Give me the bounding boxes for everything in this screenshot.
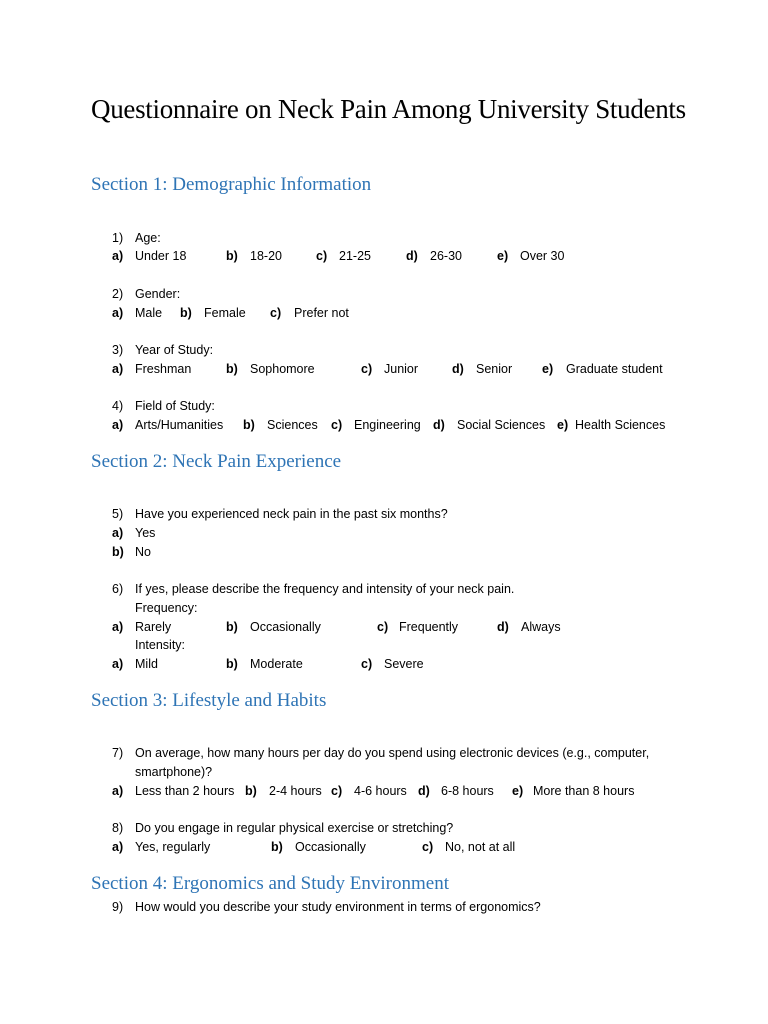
section-heading: Section 2: Neck Pain Experience bbox=[91, 451, 342, 472]
options-row bbox=[0, 416, 768, 434]
option-text: Frequently bbox=[399, 620, 459, 634]
option-letter: a) bbox=[112, 362, 124, 376]
option-letter: d) bbox=[406, 249, 418, 263]
option-letter: a) bbox=[112, 840, 124, 854]
option-text: Senior bbox=[476, 362, 513, 376]
option-letter: c) bbox=[270, 306, 282, 320]
option-text: Social Sciences bbox=[457, 418, 546, 432]
question-text: Have you experienced neck pain in the past six months? bbox=[135, 507, 448, 521]
option-text: 21-25 bbox=[339, 249, 371, 263]
section-heading: Section 1: Demographic Information bbox=[91, 174, 372, 195]
option-letter: d) bbox=[452, 362, 464, 376]
options-row bbox=[0, 304, 768, 322]
question-text: Year of Study: bbox=[135, 343, 214, 357]
question-number: 8) bbox=[112, 821, 124, 835]
frequency-label: Frequency: bbox=[135, 601, 198, 615]
sub-label-row bbox=[0, 636, 768, 654]
options-row bbox=[0, 782, 768, 800]
option-letter: c) bbox=[331, 784, 343, 798]
intensity-label: Intensity: bbox=[135, 638, 186, 652]
question-number: 3) bbox=[112, 343, 124, 357]
option-text: Less than 2 hours bbox=[135, 784, 235, 798]
question-continuation bbox=[0, 763, 768, 781]
question-text: Do you engage in regular physical exercise or stretching? bbox=[135, 821, 454, 835]
option-text: Freshman bbox=[135, 362, 192, 376]
question-number: 6) bbox=[112, 582, 124, 596]
option-letter: b) bbox=[180, 306, 192, 320]
question-text: How would you describe your study environment in terms of ergonomics? bbox=[135, 900, 541, 914]
option-text: Occasionally bbox=[295, 840, 366, 854]
option-text: Engineering bbox=[354, 418, 421, 432]
options-row bbox=[0, 618, 768, 636]
question-text: Gender: bbox=[135, 287, 181, 301]
document-title: Questionnaire on Neck Pain Among University Students bbox=[91, 94, 686, 124]
option-text: 18-20 bbox=[250, 249, 282, 263]
options-row bbox=[0, 655, 768, 673]
question-4 bbox=[0, 397, 768, 415]
option-text: Moderate bbox=[250, 657, 303, 671]
option-letter: c) bbox=[361, 362, 373, 376]
option-text: Sophomore bbox=[250, 362, 315, 376]
question-8 bbox=[0, 819, 768, 837]
option-letter: d) bbox=[418, 784, 430, 798]
option-text: Arts/Humanities bbox=[135, 418, 224, 432]
option-text: 6-8 hours bbox=[441, 784, 494, 798]
question-number: 4) bbox=[112, 399, 124, 413]
question-number: 7) bbox=[112, 746, 124, 760]
option-text: Prefer not bbox=[294, 306, 349, 320]
option-letter: c) bbox=[331, 418, 343, 432]
option-text: Junior bbox=[384, 362, 419, 376]
option-letter: e) bbox=[497, 249, 509, 263]
option-letter: e) bbox=[542, 362, 554, 376]
question-number: 5) bbox=[112, 507, 124, 521]
section-heading: Section 4: Ergonomics and Study Environment bbox=[91, 873, 449, 894]
option-letter: c) bbox=[377, 620, 389, 634]
option-row bbox=[0, 543, 768, 561]
option-text: Severe bbox=[384, 657, 424, 671]
option-letter: b) bbox=[245, 784, 257, 798]
option-letter: b) bbox=[226, 362, 238, 376]
question-text: If yes, please describe the frequency and intensity of your neck pain. bbox=[135, 582, 515, 596]
question-text-continued: smartphone)? bbox=[135, 765, 213, 779]
option-letter: a) bbox=[112, 657, 124, 671]
option-letter: b) bbox=[243, 418, 255, 432]
question-number: 2) bbox=[112, 287, 124, 301]
option-text: More than 8 hours bbox=[533, 784, 635, 798]
option-letter: a) bbox=[112, 526, 124, 540]
question-5 bbox=[0, 505, 768, 523]
question-number: 9) bbox=[112, 900, 124, 914]
question-9 bbox=[0, 898, 768, 916]
option-letter: b) bbox=[226, 657, 238, 671]
option-text: Yes, regularly bbox=[135, 840, 211, 854]
option-text: Rarely bbox=[135, 620, 172, 634]
option-text: 2-4 hours bbox=[269, 784, 322, 798]
option-text: Always bbox=[521, 620, 561, 634]
question-number: 1) bbox=[112, 231, 124, 245]
option-letter: e) bbox=[557, 418, 569, 432]
option-letter: c) bbox=[316, 249, 328, 263]
option-text: Health Sciences bbox=[575, 418, 666, 432]
option-letter: b) bbox=[226, 620, 238, 634]
section-heading: Section 3: Lifestyle and Habits bbox=[91, 690, 327, 711]
option-letter: e) bbox=[512, 784, 524, 798]
option-letter: b) bbox=[112, 545, 124, 559]
option-letter: d) bbox=[497, 620, 509, 634]
option-letter: a) bbox=[112, 418, 124, 432]
option-row bbox=[0, 524, 768, 542]
option-text: 4-6 hours bbox=[354, 784, 407, 798]
option-text: 26-30 bbox=[430, 249, 462, 263]
option-letter: d) bbox=[433, 418, 445, 432]
question-1 bbox=[0, 229, 768, 247]
option-letter: b) bbox=[226, 249, 238, 263]
option-text: Over 30 bbox=[520, 249, 565, 263]
option-letter: c) bbox=[422, 840, 434, 854]
option-letter: a) bbox=[112, 784, 124, 798]
option-letter: b) bbox=[271, 840, 283, 854]
option-text: Sciences bbox=[267, 418, 318, 432]
question-text: Age: bbox=[135, 231, 161, 245]
sub-label-row bbox=[0, 599, 768, 617]
option-text: Occasionally bbox=[250, 620, 321, 634]
question-6 bbox=[0, 580, 768, 598]
option-text: Mild bbox=[135, 657, 158, 671]
option-letter: a) bbox=[112, 306, 124, 320]
option-letter: a) bbox=[112, 249, 124, 263]
question-3 bbox=[0, 341, 768, 359]
option-text: Male bbox=[135, 306, 163, 320]
question-text: On average, how many hours per day do you spend using electronic devices (e.g., computer, bbox=[135, 746, 650, 760]
option-letter: c) bbox=[361, 657, 373, 671]
option-text: Under 18 bbox=[135, 249, 187, 263]
options-row bbox=[0, 247, 768, 265]
question-text: Field of Study: bbox=[135, 399, 215, 413]
question-2 bbox=[0, 285, 768, 303]
option-text: Graduate student bbox=[566, 362, 663, 376]
options-row bbox=[0, 360, 768, 378]
option-text: Yes bbox=[135, 526, 156, 540]
option-letter: a) bbox=[112, 620, 124, 634]
options-row bbox=[0, 838, 768, 856]
question-7 bbox=[0, 744, 768, 762]
option-text: No bbox=[135, 545, 151, 559]
option-text: Female bbox=[204, 306, 246, 320]
option-text: No, not at all bbox=[445, 840, 516, 854]
